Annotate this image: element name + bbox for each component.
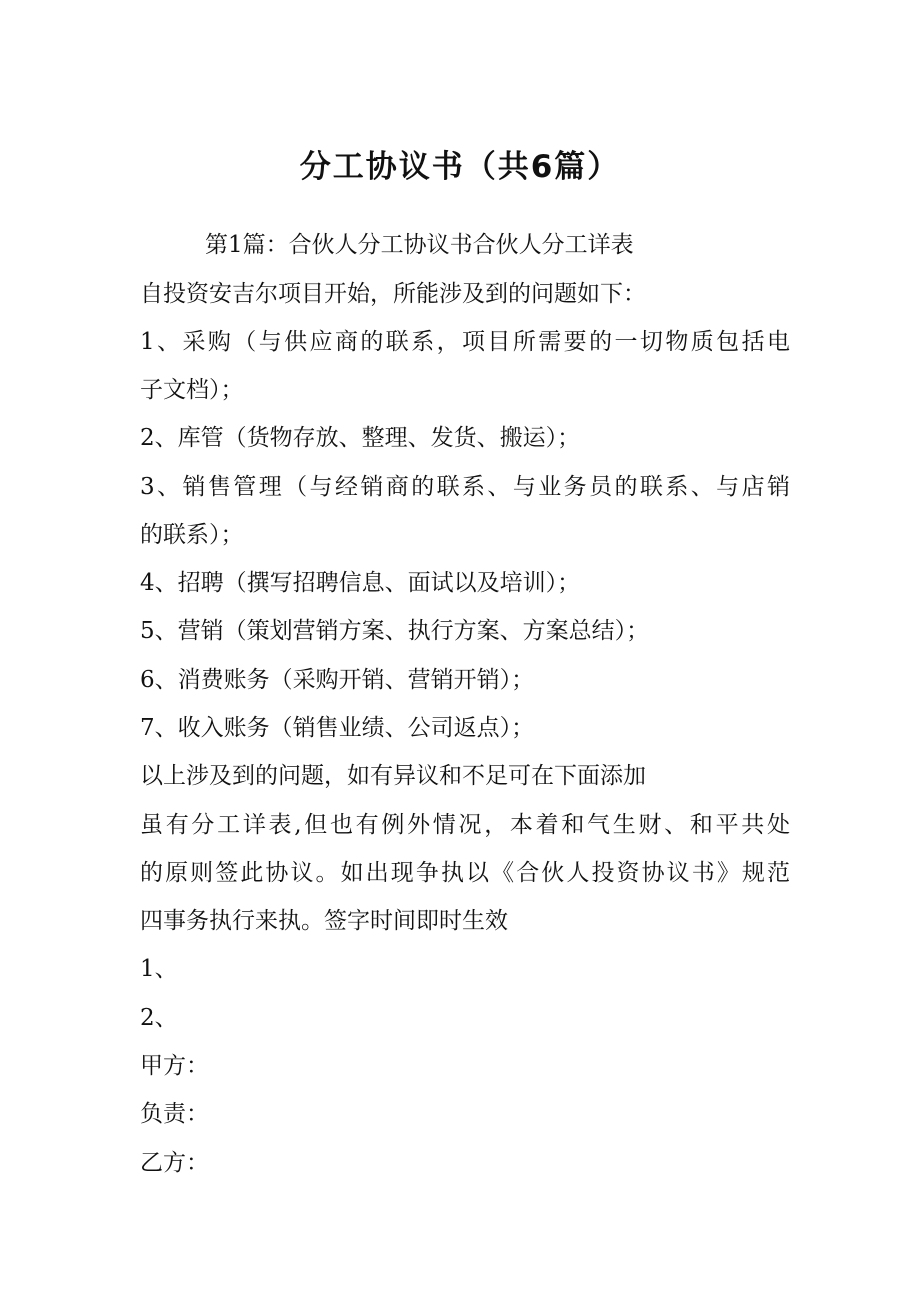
agreement-paragraph-line-3: 四事务执行来执。签字时间即时生效 xyxy=(140,908,508,934)
blank-item-2: 2、 xyxy=(140,1005,178,1031)
intro-paragraph: 自投资安吉尔项目开始，所能涉及到的问题如下： xyxy=(140,281,646,307)
additions-note: 以上涉及到的问题，如有异议和不足可在下面添加 xyxy=(140,763,646,789)
agreement-paragraph-line-2: 的原则签此协议。如出现争执以《合伙人投资协议书》规范 xyxy=(140,860,790,886)
list-item-2: 2、库管（货物存放、整理、发货、搬运）； xyxy=(140,425,581,451)
agreement-paragraph-line-1: 虽有分工详表,但也有例外情况，本着和气生财、和平共处 xyxy=(140,812,790,838)
party-a-label: 甲方： xyxy=(140,1053,209,1079)
list-item-6: 6、消费账务（采购开销、营销开销）； xyxy=(140,667,535,693)
list-item-3-continued: 的联系）； xyxy=(140,522,244,548)
blank-item-1: 1、 xyxy=(140,956,178,982)
section-heading: 第1篇：合伙人分工协议书合伙人分工详表 xyxy=(205,232,634,258)
responsible-label: 负责： xyxy=(140,1101,209,1127)
document-title: 分工协议书（共6篇） xyxy=(299,149,621,185)
list-item-1: 1、采购（与供应商的联系，项目所需要的一切物质包括电 xyxy=(140,329,790,355)
list-item-7: 7、收入账务（销售业绩、公司返点）； xyxy=(140,715,535,741)
party-b-label: 乙方： xyxy=(140,1150,209,1176)
list-item-5: 5、营销（策划营销方案、执行方案、方案总结）； xyxy=(140,618,650,644)
list-item-1-continued: 子文档）； xyxy=(140,377,244,403)
list-item-4: 4、招聘（撰写招聘信息、面试以及培训）； xyxy=(140,570,581,596)
list-item-3: 3、销售管理（与经销商的联系、与业务员的联系、与店销 xyxy=(140,474,790,500)
